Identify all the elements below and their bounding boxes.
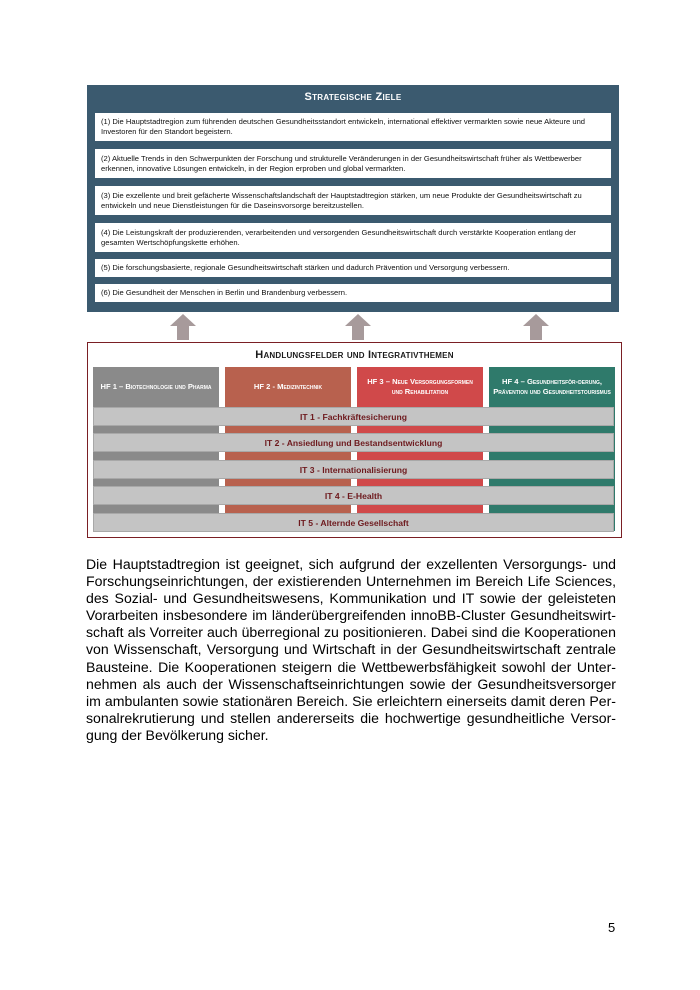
up-arrow-icon (169, 313, 197, 341)
it-bar-1: IT 1 - Fachkräftesicherung (93, 407, 614, 426)
goal-item-1: (1) Die Hauptstadtregion zum führenden deutschen Gesundheitsstandort entwickeln, international effektiver vermarkten sowie neue Akteure und Investoren für den Standort begeistern. (95, 113, 611, 141)
goal-item-4: (4) Die Leistungskraft der produzierenden, verarbeitenden und versorgenden Gesundheitswirtschaft durch verstärkte Kooperation entlang der gesamten Wertschöpfungskette erhöhen. (95, 223, 611, 252)
hf-header-2: HF 2 - Medizintechnik (253, 382, 323, 391)
up-arrow-icon (522, 313, 550, 341)
fields-title: Handlungsfelder und Integrativthemen (255, 349, 454, 361)
it-bar-3: IT 3 - Internationalisierung (93, 460, 614, 479)
it-bar-2: IT 2 - Ansiedlung und Bestandsentwicklung (93, 433, 614, 452)
page-number: 5 (608, 920, 616, 935)
hf-header-3: HF 3 – Neue Versorgungsformen und Rehabilitation (367, 377, 473, 396)
strategic-goals-title: Strategische Ziele (304, 91, 402, 103)
it-bar-4: IT 4 - E-Health (93, 486, 614, 505)
goal-item-3: (3) Die exzellente und breit gefächerte Wissenschaftslandschaft der Hauptstadtregion stärken, um neue Produkte der Gesundheitswirtschaft zu entwickeln und neue Dienstleistungen für die Daseinsvorsorge bereitzustellen. (95, 186, 611, 215)
body-paragraph: Die Hauptstadtregion ist geeignet, sich aufgrund der exzellenten Versorgungs- und Forschungseinrichtungen, der existierenden Unternehmen im Bereich Life Sciences, des Sozial- und Gesundheitswesens, Kommunikation und IT sowie der geleisteten Vorarbeiten insbesondere im länderübergreifenden innoBB-Cluster Gesundheitswirt-schaft als Vorreiter auch überregional zu positionieren. Dabei sind die Kooperationen von Wissenschaft, Versorgung und Wirtschaft in der Gesundheitswirtschaft zentrale Bausteine. Die Kooperationen steigern die Wettbewerbsfähigkeit sowohl der Unter-nehmen als auch der Wissenschaftseinrichtungen sowie der Gesundheitsversorger im ambulanten sowie stationären Bereich. Sie erleichtern einerseits damit deren Per-sonalrekrutierung und stellen andererseits die hochwertige gesundheitliche Versor-gung der Bevölkerung sicher. (86, 556, 616, 743)
goal-item-6: (6) Die Gesundheit der Menschen in Berlin und Brandenburg verbessern. (95, 284, 611, 302)
hf-header-1: HF 1 – Biotechnologie und Pharma (100, 382, 212, 391)
up-arrow-icon (344, 313, 372, 341)
goal-item-2: (2) Aktuelle Trends in den Schwerpunkten der Forschung und strukturelle Veränderungen in der Gesundheitswirtschaft früher als Wettbewerber erkennen, innovative Lösungen entwickeln, in der Region erproben und global vermarkten. (95, 149, 611, 178)
hf-header-4: HF 4 – Gesundheitsför-derung, Prävention und Gesundheitstourismus (493, 377, 611, 396)
strategic-goals-panel (87, 85, 619, 312)
it-bar-5: IT 5 - Alternde Gesellschaft (93, 513, 614, 532)
goal-item-5: (5) Die forschungsbasierte, regionale Gesundheitswirtschaft stärken und dadurch Prävention und Versorgung verbessern. (95, 259, 611, 277)
fields-diagram (87, 342, 622, 538)
